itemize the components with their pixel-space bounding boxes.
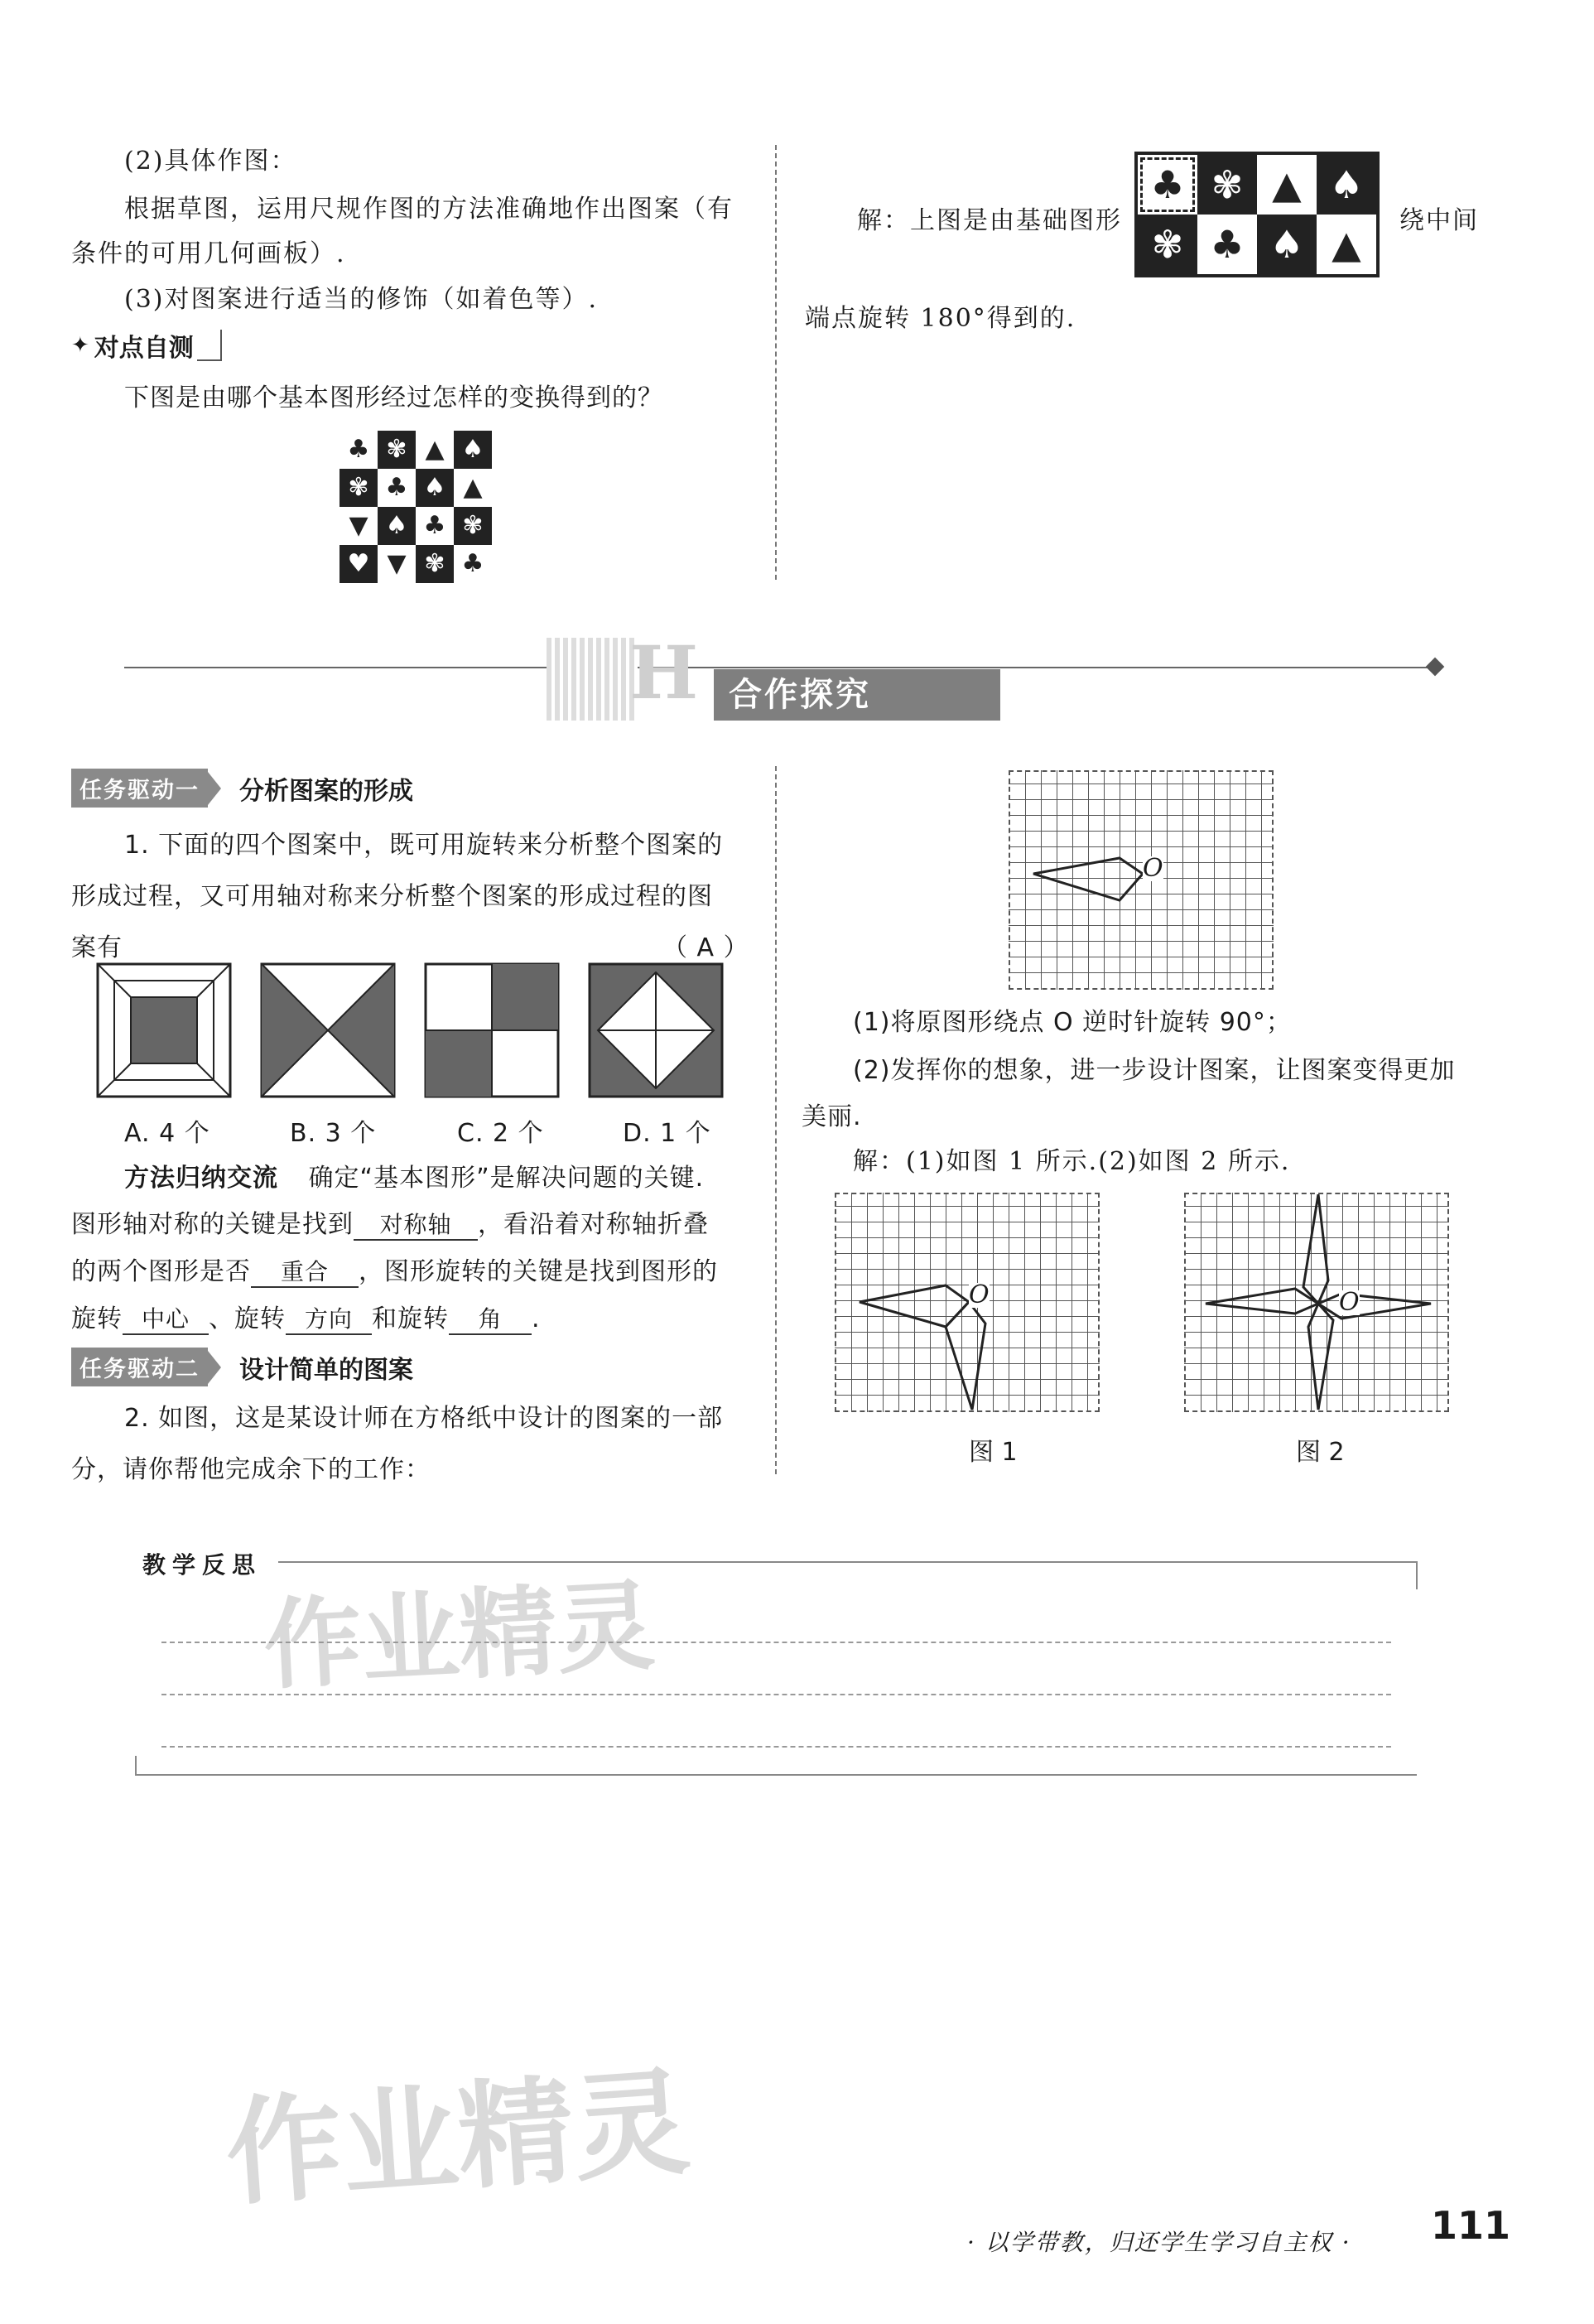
task1-header [71, 769, 413, 808]
self-test-heading: ✦ 对点自测 [71, 327, 222, 364]
figure-1-grid [835, 1193, 1100, 1412]
reflection-right-tick [1416, 1561, 1418, 1589]
rule-diamond [1426, 658, 1445, 677]
blank-axis: 对称轴 [354, 1211, 478, 1241]
step-2-text-line2: 条件的可用几何画板）. [71, 239, 346, 268]
banner-end-bar [994, 669, 1000, 721]
self-test-question: 下图是由哪个基本图形经过怎样的变换得到的？ [124, 383, 663, 412]
crown-icon: ♣ [1138, 155, 1197, 215]
step-2-text-line1: 根据草图，运用尺规作图的方法准确地作出图案（有 [124, 195, 734, 224]
design-grid-original [1009, 770, 1274, 990]
task1-title: 分析图案的形成 [239, 776, 413, 806]
leaf-icon: ♠ [378, 507, 416, 545]
task2-solution: 解：(1)如图 1 所示.(2)如图 2 所示. [853, 1147, 1291, 1176]
leaf-icon: ♠ [454, 431, 492, 469]
method-label: 方法归纳交流 [124, 1164, 278, 1193]
butterfly-icon: ✾ [416, 545, 454, 583]
reflection-line-3 [161, 1746, 1391, 1748]
q1-answer: （ A ） [662, 933, 749, 962]
q1-line3: 案有 [71, 933, 123, 962]
task1-tag: 任务驱动一 [71, 769, 208, 808]
butterfly-icon: ✾ [378, 431, 416, 469]
q1-line2: 形成过程，又可用轴对称来分析整个图案的形成过程的图 [71, 882, 713, 911]
figure-2-caption: 图 2 [1296, 1438, 1345, 1467]
step-3-text: (3)对图案进行适当的修饰（如着色等）. [124, 285, 599, 314]
q2-line1: 2. 如图，这是某设计师在方格纸中设计的图案的一部 [124, 1404, 724, 1433]
q1-line1: 1. 下面的四个图案中，既可用旋转来分析整个图案的 [124, 831, 724, 860]
method-paragraph-line2: 图形轴对称的关键是找到 对称轴 ，看沿着对称轴折叠 [71, 1210, 709, 1239]
option-b-label: B. 3 个 [290, 1119, 377, 1148]
crown-icon: ♣ [416, 507, 454, 545]
crown-icon: ♣ [1197, 215, 1257, 274]
column-divider-bottom [775, 766, 777, 1474]
reflection-label: 教学反思 [142, 1551, 262, 1579]
option-c-label: C. 2 个 [457, 1119, 544, 1148]
task2-item2-line1: (2)发挥你的想象，进一步设计图案，让图案变得更加 [853, 1056, 1456, 1085]
task2-item1: (1)将原图形绕点 O 逆时针旋转 90°； [853, 1008, 1292, 1037]
method-paragraph-line4: 旋转 中心 、旋转 方向 和旋转 角 . [71, 1304, 541, 1333]
reflection-left-tick [135, 1756, 137, 1776]
reflection-bottom-rule [135, 1774, 1417, 1776]
tree-icon: ▲ [1257, 155, 1317, 215]
figure-1-caption: 图 1 [969, 1438, 1018, 1467]
q2-line2: 分，请你帮他完成余下的工作： [71, 1455, 431, 1484]
option-d-figure [588, 962, 724, 1098]
leaf-icon: ♠ [416, 469, 454, 507]
blank-coincide: 重合 [251, 1258, 359, 1288]
section-title: 合作探究 [714, 669, 995, 721]
crown-icon: ♣ [340, 431, 378, 469]
butterfly-icon: ✾ [1197, 155, 1257, 215]
tree-icon: ▲ [416, 431, 454, 469]
butterfly-icon: ✾ [340, 469, 378, 507]
answer-text-part2: 绕中间 [1399, 206, 1479, 235]
rotation-pattern-small [340, 431, 492, 583]
option-a-label: A. 4 个 [124, 1119, 210, 1148]
method-paragraph-line1 [124, 1153, 704, 1204]
column-divider-top [775, 145, 777, 580]
option-a-figure [96, 962, 232, 1098]
banner-stripes [547, 638, 638, 721]
blank-direction: 方向 [286, 1305, 372, 1335]
option-c-figure [424, 962, 560, 1098]
option-b-figure [260, 962, 396, 1098]
footer-slogan: · 以学带教，归还学生学习自主权 · [967, 2229, 1351, 2256]
answer-text-part1: 解：上图是由基础图形 [857, 206, 1122, 235]
tree-icon: ▲ [1317, 215, 1376, 274]
method-text1: 确定“基本图形”是解决问题的关键. [308, 1164, 705, 1193]
blank-center: 中心 [123, 1305, 209, 1335]
task2-title: 设计简单的图案 [239, 1355, 413, 1385]
answer-text-line2: 端点旋转 180°得到的. [805, 304, 1076, 333]
point-o-label: O [1143, 854, 1163, 883]
butterfly-icon: ✾ [1138, 215, 1197, 274]
sparkle-icon: ✦ [71, 333, 89, 358]
step-2-heading: (2)具体作图： [124, 147, 297, 176]
watermark-2: 作业精灵 [221, 2055, 694, 2223]
figure-1-point-o: O [969, 1280, 990, 1309]
task2-tag: 任务驱动二 [71, 1348, 208, 1386]
basic-figure-pattern [1134, 152, 1380, 277]
tree-icon: ▼ [378, 545, 416, 583]
figure-2-point-o: O [1339, 1288, 1360, 1317]
crown-icon: ♣ [378, 469, 416, 507]
tree-icon: ▼ [340, 507, 378, 545]
method-paragraph-line3: 的两个图形是否 重合 ，图形旋转的关键是找到图形的 [71, 1257, 718, 1286]
butterfly-icon: ✾ [454, 507, 492, 545]
crown-icon: ♣ [454, 545, 492, 583]
figure-2-grid [1184, 1193, 1449, 1412]
blank-angle: 角 [449, 1305, 532, 1335]
option-d-label: D. 1 个 [623, 1119, 711, 1148]
watermark-1: 作业精灵 [261, 1568, 657, 1704]
page-number: 111 [1431, 2203, 1511, 2248]
leaf-icon: ♠ [1257, 215, 1317, 274]
section-rule [124, 667, 1441, 668]
leaf-icon: ♥ [340, 545, 378, 583]
task2-header [71, 1348, 413, 1386]
section-letter: H [629, 629, 699, 716]
leaf-icon: ♠ [1317, 155, 1376, 215]
tree-icon: ▲ [454, 469, 492, 507]
task2-item2-line2: 美丽. [802, 1102, 862, 1131]
